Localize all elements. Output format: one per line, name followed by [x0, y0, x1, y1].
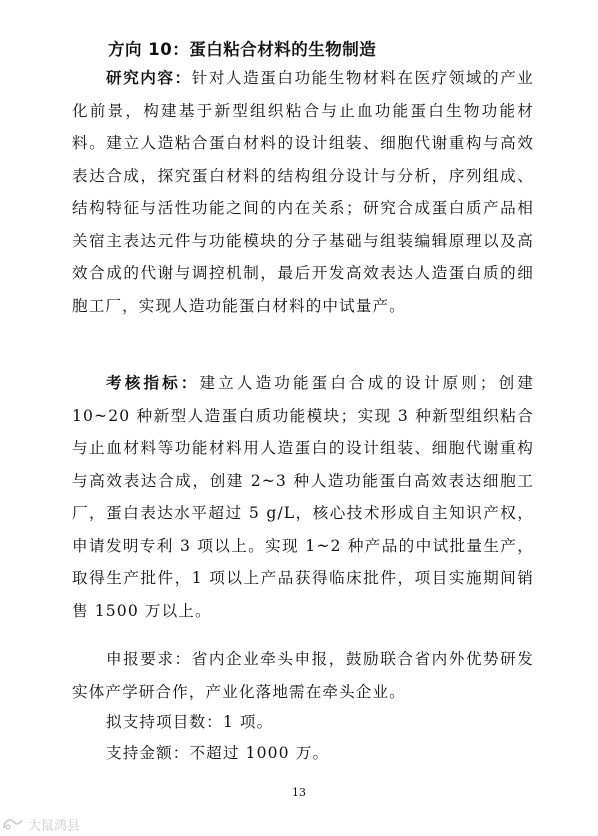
project-count: 拟支持项目数：1 项。 [106, 713, 274, 731]
research-content-label: 研究内容： [106, 69, 192, 87]
research-content-text: 针对人造蛋白功能生物材料在医疗领域的产业化前景，构建基于新型组织粘合与止血功能蛋白生物功能材料。建立人造粘合蛋白材料的设计组装、细胞代谢重构与高效表达合成，探究蛋白材料的结构组分设计与分析，序列组成、结构特征与活性功能之间的内在关系；研究合成蛋白质产品相关宿主表达元件与功能模块的分子基础与组装编辑原理以及高效合成的代谢与调控机制，最后开发高效表达人造蛋白质的细胞工厂，实现人造功能蛋白材料的中试量产。 [72, 69, 534, 315]
funding-amount: 支持金额：不超过 1000 万。 [106, 744, 330, 762]
assessment-criteria-text: 建立人造功能蛋白合成的设计原则；创建 10~20 种新型人造蛋白质功能模块；实现 3 种新型组织粘合与止血材料等功能材料用人造蛋白的设计组装、细胞代谢重构与高效表达合成，创建 2~3 种人造功能蛋白高效表达细胞工厂，蛋白表达水平超过 5 g/L，核心技术形成自主知识产权，申请发明专利 3 项以上。实现 1~2 种产品的中试批量生产，取得生产批件，1 项以上产品获得临床批件，项目实施期间销售 1500 万以上。 [72, 374, 534, 620]
assessment-criteria-label: 考核指标： [106, 374, 200, 392]
page-number: 13 [292, 786, 306, 799]
research-content-paragraph [72, 62, 534, 322]
watermark-logo-icon [2, 816, 24, 832]
assessment-criteria-paragraph [72, 367, 534, 627]
section-heading: 方向 10：蛋白粘合材料的生物制造 [108, 40, 377, 59]
watermark [2, 815, 80, 833]
application-requirements: 申报要求：省内企业牵头申报，鼓励联合省内外优势研发实体产学研合作，产业化落地需在牵头企业。 [72, 650, 534, 701]
watermark-text: 大鼠鸿县 [28, 818, 81, 834]
